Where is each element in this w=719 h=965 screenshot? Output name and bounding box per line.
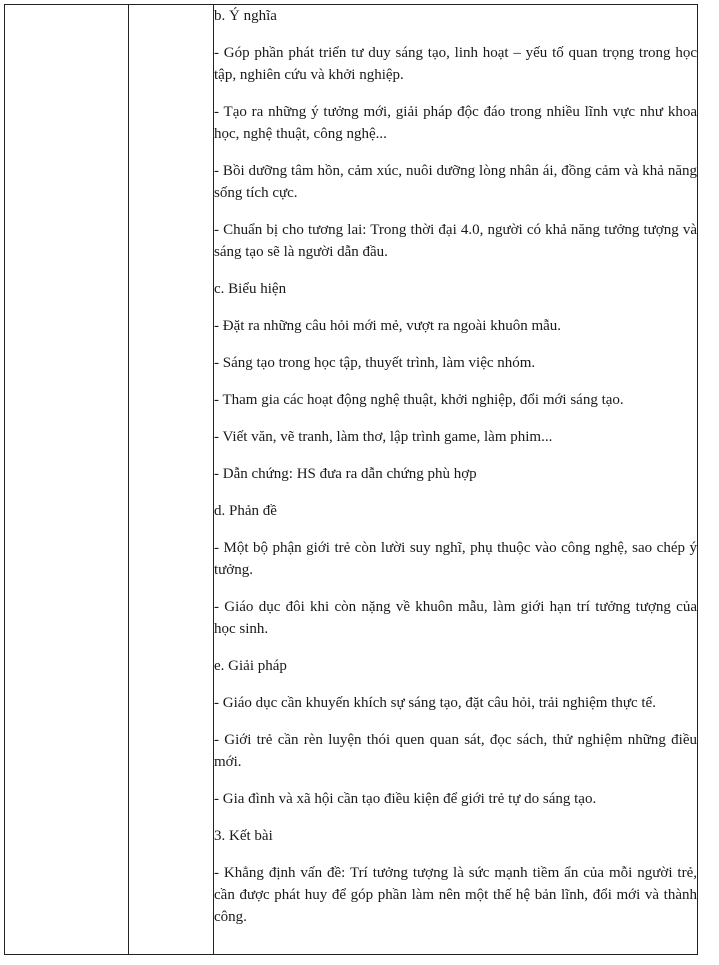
table-cell-empty-1 — [5, 5, 129, 955]
section-heading-meaning: b. Ý nghĩa — [214, 8, 277, 24]
section-heading-counterargument: d. Phản đề — [214, 503, 277, 519]
paragraph-item: - Giáo dục đôi khi còn nặng về khuôn mẫu, làm giới hạn trí tưởng tượng của học sinh. — [214, 599, 697, 637]
paragraph-item: - Tạo ra những ý tưởng mới, giải pháp độc đáo trong nhiều lĩnh vực như khoa học, nghệ thuật, công nghệ... — [214, 104, 697, 142]
section-heading-manifestation: c. Biểu hiện — [214, 281, 287, 297]
paragraph-item: - Khẳng định vấn đề: Trí tưởng tượng là sức mạnh tiềm ẩn của mỗi người trẻ, cần được phát huy để góp phần làm nên một thế hệ bản lĩnh, đổi mới và thành công. — [214, 865, 697, 925]
table-cell-empty-2 — [129, 5, 214, 955]
paragraph-item: - Chuẩn bị cho tương lai: Trong thời đại 4.0, người có khả năng tưởng tượng và sáng tạo sẽ là người dẫn đầu. — [214, 222, 697, 260]
section-heading-solutions: e. Giải pháp — [214, 658, 287, 674]
section-heading-conclusion: 3. Kết bài — [214, 828, 273, 844]
paragraph-item: - Giới trẻ cần rèn luyện thói quen quan sát, đọc sách, thử nghiệm những điều mới. — [214, 732, 697, 770]
table-row — [5, 5, 698, 955]
paragraph-item: - Dẫn chứng: HS đưa ra dẫn chứng phù hợp — [214, 466, 477, 482]
paragraph-item: - Giáo dục cần khuyến khích sự sáng tạo, đặt câu hỏi, trải nghiệm thực tế. — [214, 695, 656, 711]
paragraph-item: - Một bộ phận giới trẻ còn lười suy nghĩ, phụ thuộc vào công nghệ, sao chép ý tưởng. — [214, 540, 697, 578]
paragraph-item: - Sáng tạo trong học tập, thuyết trình, làm việc nhóm. — [214, 355, 536, 371]
content-table — [4, 4, 698, 955]
paragraph-item: - Tham gia các hoạt động nghệ thuật, khởi nghiệp, đổi mới sáng tạo. — [214, 392, 624, 408]
paragraph-item: - Góp phần phát triển tư duy sáng tạo, linh hoạt – yếu tố quan trọng trong học tập, nghiên cứu và khởi nghiệp. — [214, 45, 697, 83]
paragraph-item: - Bồi dưỡng tâm hồn, cảm xúc, nuôi dưỡng lòng nhân ái, đồng cảm và khả năng sống tích cực. — [214, 163, 697, 201]
table-cell-content — [214, 5, 698, 955]
paragraph-item: - Đặt ra những câu hỏi mới mẻ, vượt ra ngoài khuôn mẫu. — [214, 318, 562, 334]
paragraph-item: - Gia đình và xã hội cần tạo điều kiện để giới trẻ tự do sáng tạo. — [214, 791, 597, 807]
paragraph-item: - Viết văn, vẽ tranh, làm thơ, lập trình game, làm phim... — [214, 429, 553, 445]
